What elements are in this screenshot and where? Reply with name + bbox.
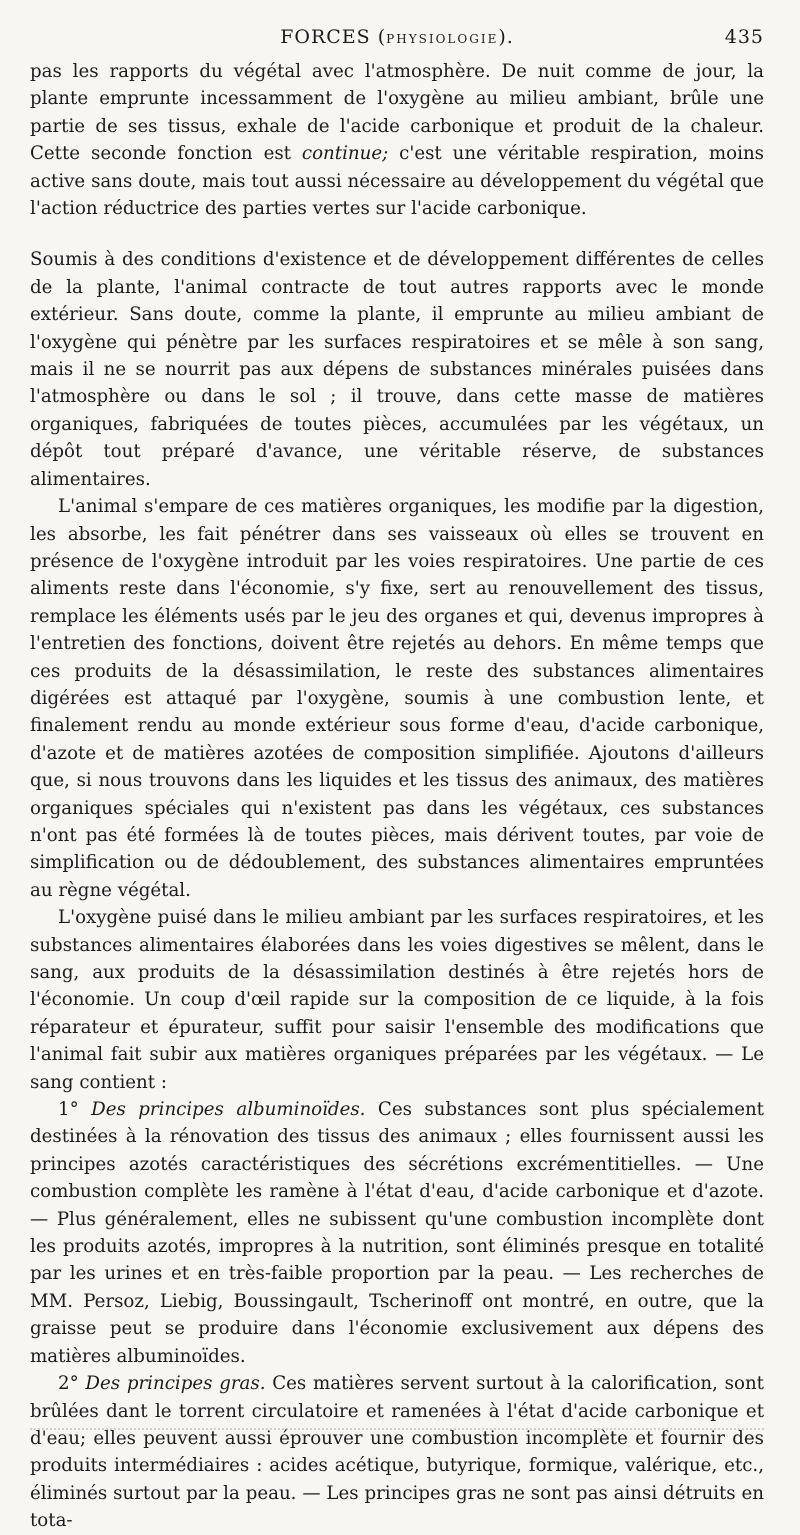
paragraph-1-emphasis: continue; [301,143,389,165]
paragraph-6 [30,1370,764,1534]
paragraph-1-after: c'est une véritable respiration, moins active sans doute, mais tout aussi nécessaire au développement du végétal que l'action réductrice des parties vertes sur l'acide carbonique. [30,143,764,220]
running-title-sub: PHYSIOLOGIE [386,32,499,46]
paragraph-6-after: Ces matières servent surtout à la calorification, sont brûlées dant le torrent circulatoire et ramenées à l'état d'acide carbonique et d'eau; elles peuvent aussi éprouver une combustion incomplète et fournir des produits intermédiaires : acides acétique, butyrique, formique, valérique, etc., éliminés surtout par la peau. — Les principes gras ne sont pas ainsi détruits en tota- [30,1373,764,1532]
paragraph-6-emphasis: Des principes gras. [85,1373,266,1395]
paragraph-4: L'oxygène puisé dans le milieu ambiant par les surfaces respiratoires, et les substances alimentaires élaborées dans les voies digestives se mêlent, dans le sang, aux produits de la désassimilation destinés à être rejetés hors de l'économie. Un coup d'œil rapide sur la composition de ce liquide, à la fois réparateur et épurateur, suffit pour saisir l'ensemble des modifications que l'animal fait subir aux matières organiques préparées par les végétaux. — Le sang contient : [30,907,764,1093]
paragraph-6-number: 2° [58,1373,79,1395]
running-title-main: FORCES [280,26,371,48]
body-text [30,58,764,1535]
running-header [30,26,764,58]
paragraph-2: Soumis à des conditions d'existence et de développement différentes de celles de la plante, l'animal contracte de tout autres rapports avec le monde extérieur. Sans doute, comme la plante, il emprunte au milieu ambiant de l'oxygène qui pénètre par les surfaces respiratoires et se mêle à son sang, mais il ne se nourrit pas aux dépens de substances minérales puisées dans l'atmosphère ou dans le sol ; il trouve, dans cette masse de matières organiques, fabriquées de toutes pièces, accumulées par les végétaux, un dépôt tout préparé d'avance, une véritable réserve, de substances alimentaires. [30,249,764,490]
paragraph-5-after: Ces substances sont plus spécialement destinées à la rénovation des tissus des animaux ; elles fournissent aussi les principes azotés caractéristiques des sécrétions excrémentitielles. — Une combustion complète les ramène à l'état d'eau, d'acide carbonique et d'azote. — Plus généralement, elles ne subissent qu'une combustion incomplète dont les produits azotés, impropres à la nutrition, sont éliminés presque en totalité par les urines et en très-faible proportion par la peau. — Les recherches de MM. Persoz, Liebig, Boussingault, Tscherinoff ont montré, en outre, que la graisse peut se produire dans l'économie exclusivement aux dépens des matières albuminoïdes. [30,1099,764,1367]
paragraph-3: L'animal s'empare de ces matières organiques, les modifie par la digestion, les absorbe, les fait pénétrer dans ses vaisseaux où elles se trouvent en présence de l'oxygène introduit par les voies respiratoires. Une partie de ces aliments reste dans l'économie, s'y fixe, sert au renouvellement des tissus, remplace les éléments usés par le jeu des organes et qui, devenus impropres à l'entretien des fonctions, doivent être rejetés au dehors. En même temps que ces produits de la désassimilation, le reste des substances alimentaires digérées est attaqué par l'oxygène, soumis à une combustion lente, et finalement rendu au monde extérieur sous forme d'eau, d'acide carbonique, d'azote et de matières azotées de composition simplifiée. Ajoutons d'ailleurs que, si nous trouvons dans les liquides et les tissus des animaux, des matières organiques spéciales qui n'existent pas dans les végétaux, ces substances n'ont pas été formées là de toutes pièces, mais dérivent toutes, par voie de simplification ou de dédoublement, des substances alimentaires empruntées au règne végétal. [30,496,764,901]
page-bottom-speckle [30,1428,764,1436]
paragraph-1 [30,58,764,222]
paragraph-5-emphasis: Des principes albuminoïdes. [91,1099,366,1121]
paragraph-5-number: 1° [58,1099,79,1121]
running-title [30,26,764,48]
paragraph-5 [30,1096,764,1370]
running-title-close: ). [498,26,514,48]
page-number: 435 [724,26,764,48]
paragraph-1-before: pas les rapports du végétal avec l'atmosphère. De nuit comme de jour, la plante emprunte incessamment de l'oxygène au milieu ambiant, brûle une partie de ses tissus, exhale de l'acide carbonique et produit de la chaleur. Cette seconde fonction est [30,61,764,165]
running-title-open: ( [377,26,387,48]
